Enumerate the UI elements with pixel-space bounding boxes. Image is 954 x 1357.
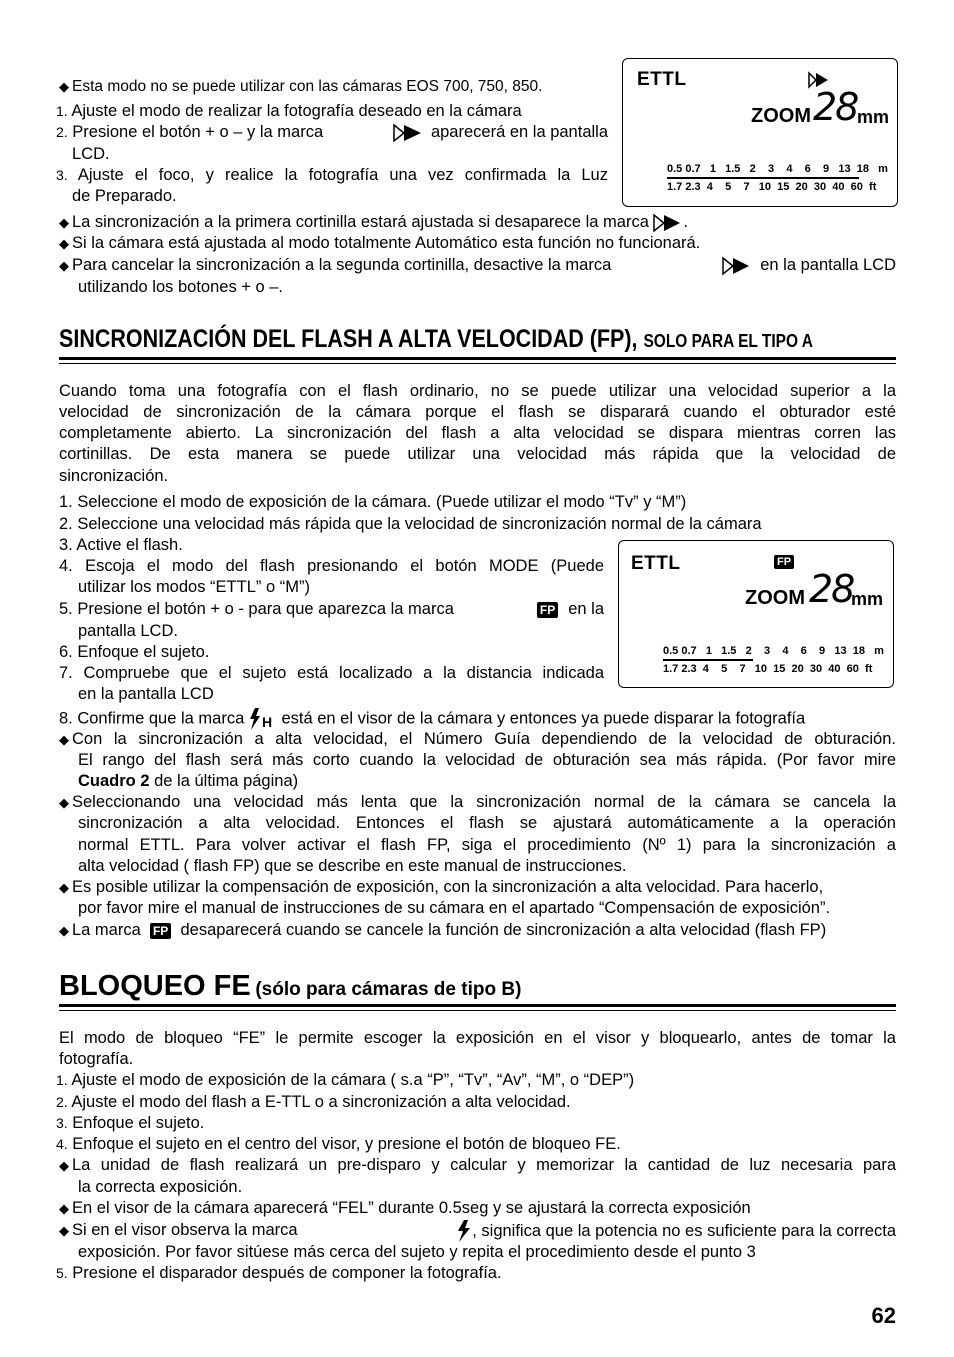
svg-text:H: H <box>261 714 272 730</box>
top-bullet-3-cont: utilizando los botones + o –. <box>78 278 284 296</box>
diamond-bullet-icon: ◆ <box>59 1223 69 1238</box>
fe-bullet-1: ◆ La unidad de flash realizará un pre-disparo y calcular y memorizar la cantidad de luz necesaria para <box>59 1156 896 1174</box>
fp-bullet-3: ◆ Es posible utilizar la compensación de exposición, con la sincronización a alta velocidad. Para hacerlo, <box>59 878 824 896</box>
fp-bullet-2: ◆ Seleccionando una velocidad más lenta que la sincronización normal de la cámara se cancela la <box>59 793 896 811</box>
fp-step-6: 6. Enfoque el sujeto. <box>59 643 210 661</box>
lcd-scale-feet: 1.7 2.3 4 5 7 10 15 20 30 40 60 ft <box>663 663 873 675</box>
fp-bullet-1-cont: El rango del flash será más corto cuando la velocidad de obturación sea más rápida. (Por favor mire <box>78 751 896 769</box>
section-fe-rule <box>59 1004 896 1007</box>
section-fp-rule <box>59 357 896 360</box>
flash-high-speed-icon <box>249 708 277 730</box>
diamond-bullet-icon: ◆ <box>59 258 69 273</box>
fe-bullet-3: ◆ Si en el visor observa la marca , significa que la potencia no es suficiente para la correcta <box>59 1220 896 1242</box>
lcd-scale-meters: 0.5 0.7 1 1.5 2 3 4 6 9 13 18 m <box>667 163 888 175</box>
lcd-zoom-unit: mm <box>851 589 884 609</box>
top-bullet-3: ◆ Para cancelar la sincronización a la segunda cortinilla, desactive la marca en la pantalla LCD <box>59 256 896 274</box>
fe-step-4: 4. Enfoque el sujeto en el centro del visor, y presione el botón de bloqueo FE. <box>56 1135 621 1153</box>
lcd-scale-bar <box>663 659 753 661</box>
fp-step-8: 8. Confirme que la marca H está en el visor de la cámara y entonces ya puede disparar la fotografía <box>59 709 806 730</box>
diamond-bullet-icon: ◆ <box>59 215 69 230</box>
fp-bullet-2-cont: normal ETTL. Para volver activar el flash FP, siga el procedimiento (Nº 1) para la sincronización a <box>78 836 896 854</box>
lcd-mode: ETTL <box>637 69 687 90</box>
top-step-3-cont: de Preparado. <box>72 187 177 205</box>
fe-intro-line: fotografía. <box>59 1050 134 1068</box>
fp-bullet-3-cont: por favor mire el manual de instrucciones de su cámara en el apartado “Compensación de exposición”. <box>78 899 831 917</box>
top-step-1: 1. Ajuste el modo de realizar la fotografía deseado en la cámara <box>56 102 522 120</box>
lcd-mode: ETTL <box>631 553 681 574</box>
lcd-scale-bar <box>667 177 859 179</box>
lcd-zoom-unit: mm <box>857 107 890 127</box>
top-step-2: 2. Presione el botón + o – y la marca aparecerá en la pantalla <box>56 123 608 141</box>
diamond-bullet-icon: ◆ <box>59 880 69 895</box>
fp-step-3: 3. Active el flash. <box>59 536 183 554</box>
lcd-zoom-label: ZOOM <box>751 105 811 127</box>
second-curtain-arrow-icon <box>722 256 752 276</box>
fp-step-4: 4. Escoja el modo del flash presionando el botón MODE (Puede <box>59 557 604 575</box>
fe-step-5: 5. Presione el disparador después de componer la fotografía. <box>56 1264 502 1282</box>
diamond-bullet-icon: ◆ <box>59 1201 69 1216</box>
fp-bullet-4: ◆ La marca FP desaparecerá cuando se cancele la función de sincronización a alta velocidad (flash FP) <box>59 921 827 939</box>
fp-step-4-cont: utilizar los modos “ETTL” o “M”) <box>78 578 310 596</box>
lcd-display-fp <box>618 540 894 688</box>
fe-step-1: 1. Ajuste el modo de exposición de la cámara ( s.a “P”, “Tv”, “Av”, “M”, o “DEP”) <box>56 1071 635 1089</box>
fp-step-1: 1. Seleccione el modo de exposición de la cámara. (Puede utilizar el modo “Tv” y “M”) <box>59 493 687 511</box>
fp-step-7: 7. Compruebe que el sujeto está localizado a la distancia indicada <box>59 664 604 682</box>
fe-bullet-2: ◆ En el visor de la cámara aparecerá “FEL” durante 0.5seg y se ajustará la correcta exposición <box>59 1199 751 1217</box>
fp-step-7-cont: en la pantalla LCD <box>78 685 214 703</box>
diamond-bullet-icon: ◆ <box>59 923 69 938</box>
fp-step-2: 2. Seleccione una velocidad más rápida que la velocidad de sincronización normal de la cámara <box>59 515 762 533</box>
top-step-2-cont: LCD. <box>72 145 110 163</box>
lcd-zoom-value: 28 <box>813 85 858 129</box>
section-fe-heading: BLOQUEO FE (sólo para cámaras de tipo B) <box>59 970 522 1002</box>
diamond-bullet-icon: ◆ <box>59 236 69 251</box>
fp-step-5: 5. Presione el botón + o - para que aparezca la marca FP en la <box>59 600 604 618</box>
fe-intro-line: El modo de bloqueo “FE” le permite escoger la exposición en el visor y bloquearlo, antes de tomar la <box>59 1029 896 1047</box>
diamond-bullet-icon: ◆ <box>59 795 69 810</box>
diamond-bullet-icon: ◆ <box>59 732 69 747</box>
fp-bullet-2-cont: alta velocidad ( flash FP) que se describe en este manual de instrucciones. <box>78 857 627 875</box>
lcd-zoom-label: ZOOM <box>745 587 805 609</box>
lcd-zoom-value: 28 <box>809 567 854 611</box>
top-bullet-1: ◆ La sincronización a la primera cortinilla estará ajustada si desaparece la marca . <box>59 213 689 231</box>
fp-mark-icon: FP <box>537 602 558 618</box>
fp-step-5-cont: pantalla LCD. <box>78 622 178 640</box>
lcd-display-second-curtain <box>622 58 898 207</box>
fp-bullet-2-cont: sincronización a alta velocidad. Entonces el flash se ajustará automáticamente a la operación <box>78 814 896 832</box>
diamond-bullet-icon: ◆ <box>59 79 69 94</box>
fp-mark-icon: FP <box>774 555 794 569</box>
fp-intro-line: completamente abierto. La sincronización del flash a alta velocidad se dispara mientras corren las <box>59 424 896 442</box>
diamond-bullet-icon: ◆ <box>59 1158 69 1173</box>
fp-intro-line: sincronización. <box>59 467 169 485</box>
fp-intro-line: velocidad de sincronización de la cámara porque el flash se disparará cuando el obturador esté <box>59 403 896 421</box>
fe-bullet-1-cont: la correcta exposición. <box>78 1178 243 1196</box>
section-fp-rule-thin <box>59 363 896 364</box>
section-fp-heading: SINCRONIZACIÓN DEL FLASH A ALTA VELOCIDAD (FP), SOLO PARA EL TIPO A <box>59 325 813 353</box>
fp-mark-icon: FP <box>150 923 171 939</box>
fp-intro-line: Cuando toma una fotografía con el flash ordinario, no se puede utilizar una velocidad superior a la <box>59 382 896 400</box>
fp-bullet-1-end: Cuadro 2 de la última página) <box>78 772 299 790</box>
fe-step-3: 3. Enfoque el sujeto. <box>56 1114 205 1132</box>
flash-warning-icon <box>456 1220 472 1242</box>
page-number: 62 <box>871 1303 896 1328</box>
second-curtain-arrow-icon <box>393 123 425 143</box>
top-bullet-2: ◆ Si la cámara está ajustada al modo totalmente Automático esta función no funcionará. <box>59 234 701 252</box>
lcd-scale-feet: 1.7 2.3 4 5 7 10 15 20 30 40 60 ft <box>667 181 877 193</box>
note-eos-incompatible: ◆ Esta modo no se puede utilizar con las cámaras EOS 700, 750, 850. <box>59 78 543 95</box>
second-curtain-arrow-icon <box>653 213 683 233</box>
fe-bullet-3-cont: exposición. Por favor sitúese más cerca del sujeto y repita el procedimiento desde el punto 3 <box>78 1243 756 1261</box>
fp-bullet-1: ◆ Con la sincronización a alta velocidad, el Número Guía dependiendo de la velocidad de obturación. <box>59 730 896 748</box>
lcd-scale-meters: 0.5 0.7 1 1.5 2 3 4 6 9 13 18 m <box>663 645 884 657</box>
fe-step-2: 2. Ajuste el modo del flash a E-TTL o a sincronización a alta velocidad. <box>56 1093 571 1111</box>
section-fe-rule-thin <box>59 1010 896 1011</box>
top-step-3: 3. Ajuste el foco, y realice la fotografía una vez confirmada la Luz <box>56 166 608 184</box>
fp-intro-line: cortinillas. De esta manera se puede utilizar una velocidad más rápida que la velocidad de <box>59 445 896 463</box>
